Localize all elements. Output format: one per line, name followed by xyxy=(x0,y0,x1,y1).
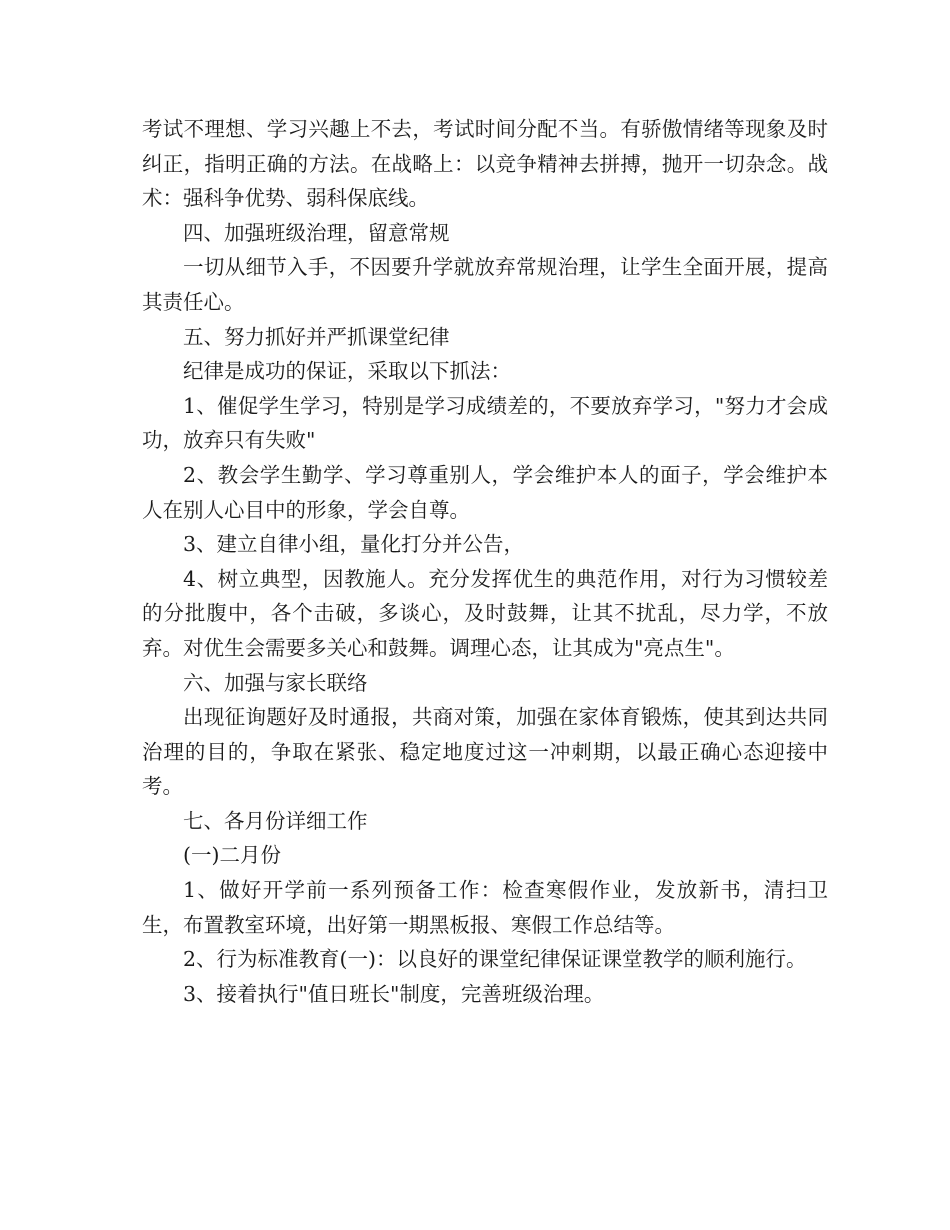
section-heading: 五、努力抓好并严抓课堂纪律 xyxy=(183,324,450,349)
paragraph: 纪律是成功的保证，采取以下抓法： xyxy=(183,359,511,384)
list-item: 3、建立自律小组，量化打分并公告， xyxy=(183,532,525,557)
sub-heading: (一)二月份 xyxy=(183,843,281,868)
paragraph: 考试不理想、学习兴趣上不去，考试时间分配不当。有骄傲情绪等现象及时纠正，指明正确的方法。在战略上：以竞争精神去拼搏，抛开一切杂念。战术：强科争优势、弱科保底线。 xyxy=(142,117,828,211)
list-item: 2、教会学生勤学、学习尊重别人，学会维护本人的面子，学会维护本人在别人心目中的形象，学会自尊。 xyxy=(142,462,828,522)
list-item: 3、接着执行"值日班长"制度，完善班级治理。 xyxy=(183,981,605,1006)
list-item: 4、树立典型，因教施人。充分发挥优生的典范作用，对行为习惯较差的分批腹中，各个击破，多谈心，及时鼓舞，让其不扰乱，尽力学，不放弃。对优生会需要多关心和鼓舞。调理心态，让其成为"亮点生"。 xyxy=(142,566,828,660)
list-item: 2、行为标准教育(一)：以良好的课堂纪律保证课堂教学的顺利施行。 xyxy=(183,947,807,972)
list-item: 1、做好开学前一系列预备工作：检查寒假作业，发放新书，清扫卫生，布置教室环境，出好第一期黑板报、寒假工作总结等。 xyxy=(142,878,828,937)
list-item: 1、催促学生学习，特别是学习成绩差的，不要放弃学习，"努力才会成功，放弃只有失败" xyxy=(142,393,828,453)
section-heading: 四、加强班级治理，留意常规 xyxy=(183,220,450,245)
section-heading: 七、各月份详细工作 xyxy=(183,808,368,833)
document-body xyxy=(142,112,828,1011)
section-heading: 六、加强与家长联络 xyxy=(183,670,368,695)
paragraph: 出现征询题好及时通报，共商对策，加强在家体育锻炼，使其到达共同治理的目的，争取在紧张、稳定地度过这一冲刺期，以最正确心态迎接中考。 xyxy=(142,705,828,799)
paragraph: 一切从细节入手，不因要升学就放弃常规治理，让学生全面开展，提高其责任心。 xyxy=(142,255,828,314)
